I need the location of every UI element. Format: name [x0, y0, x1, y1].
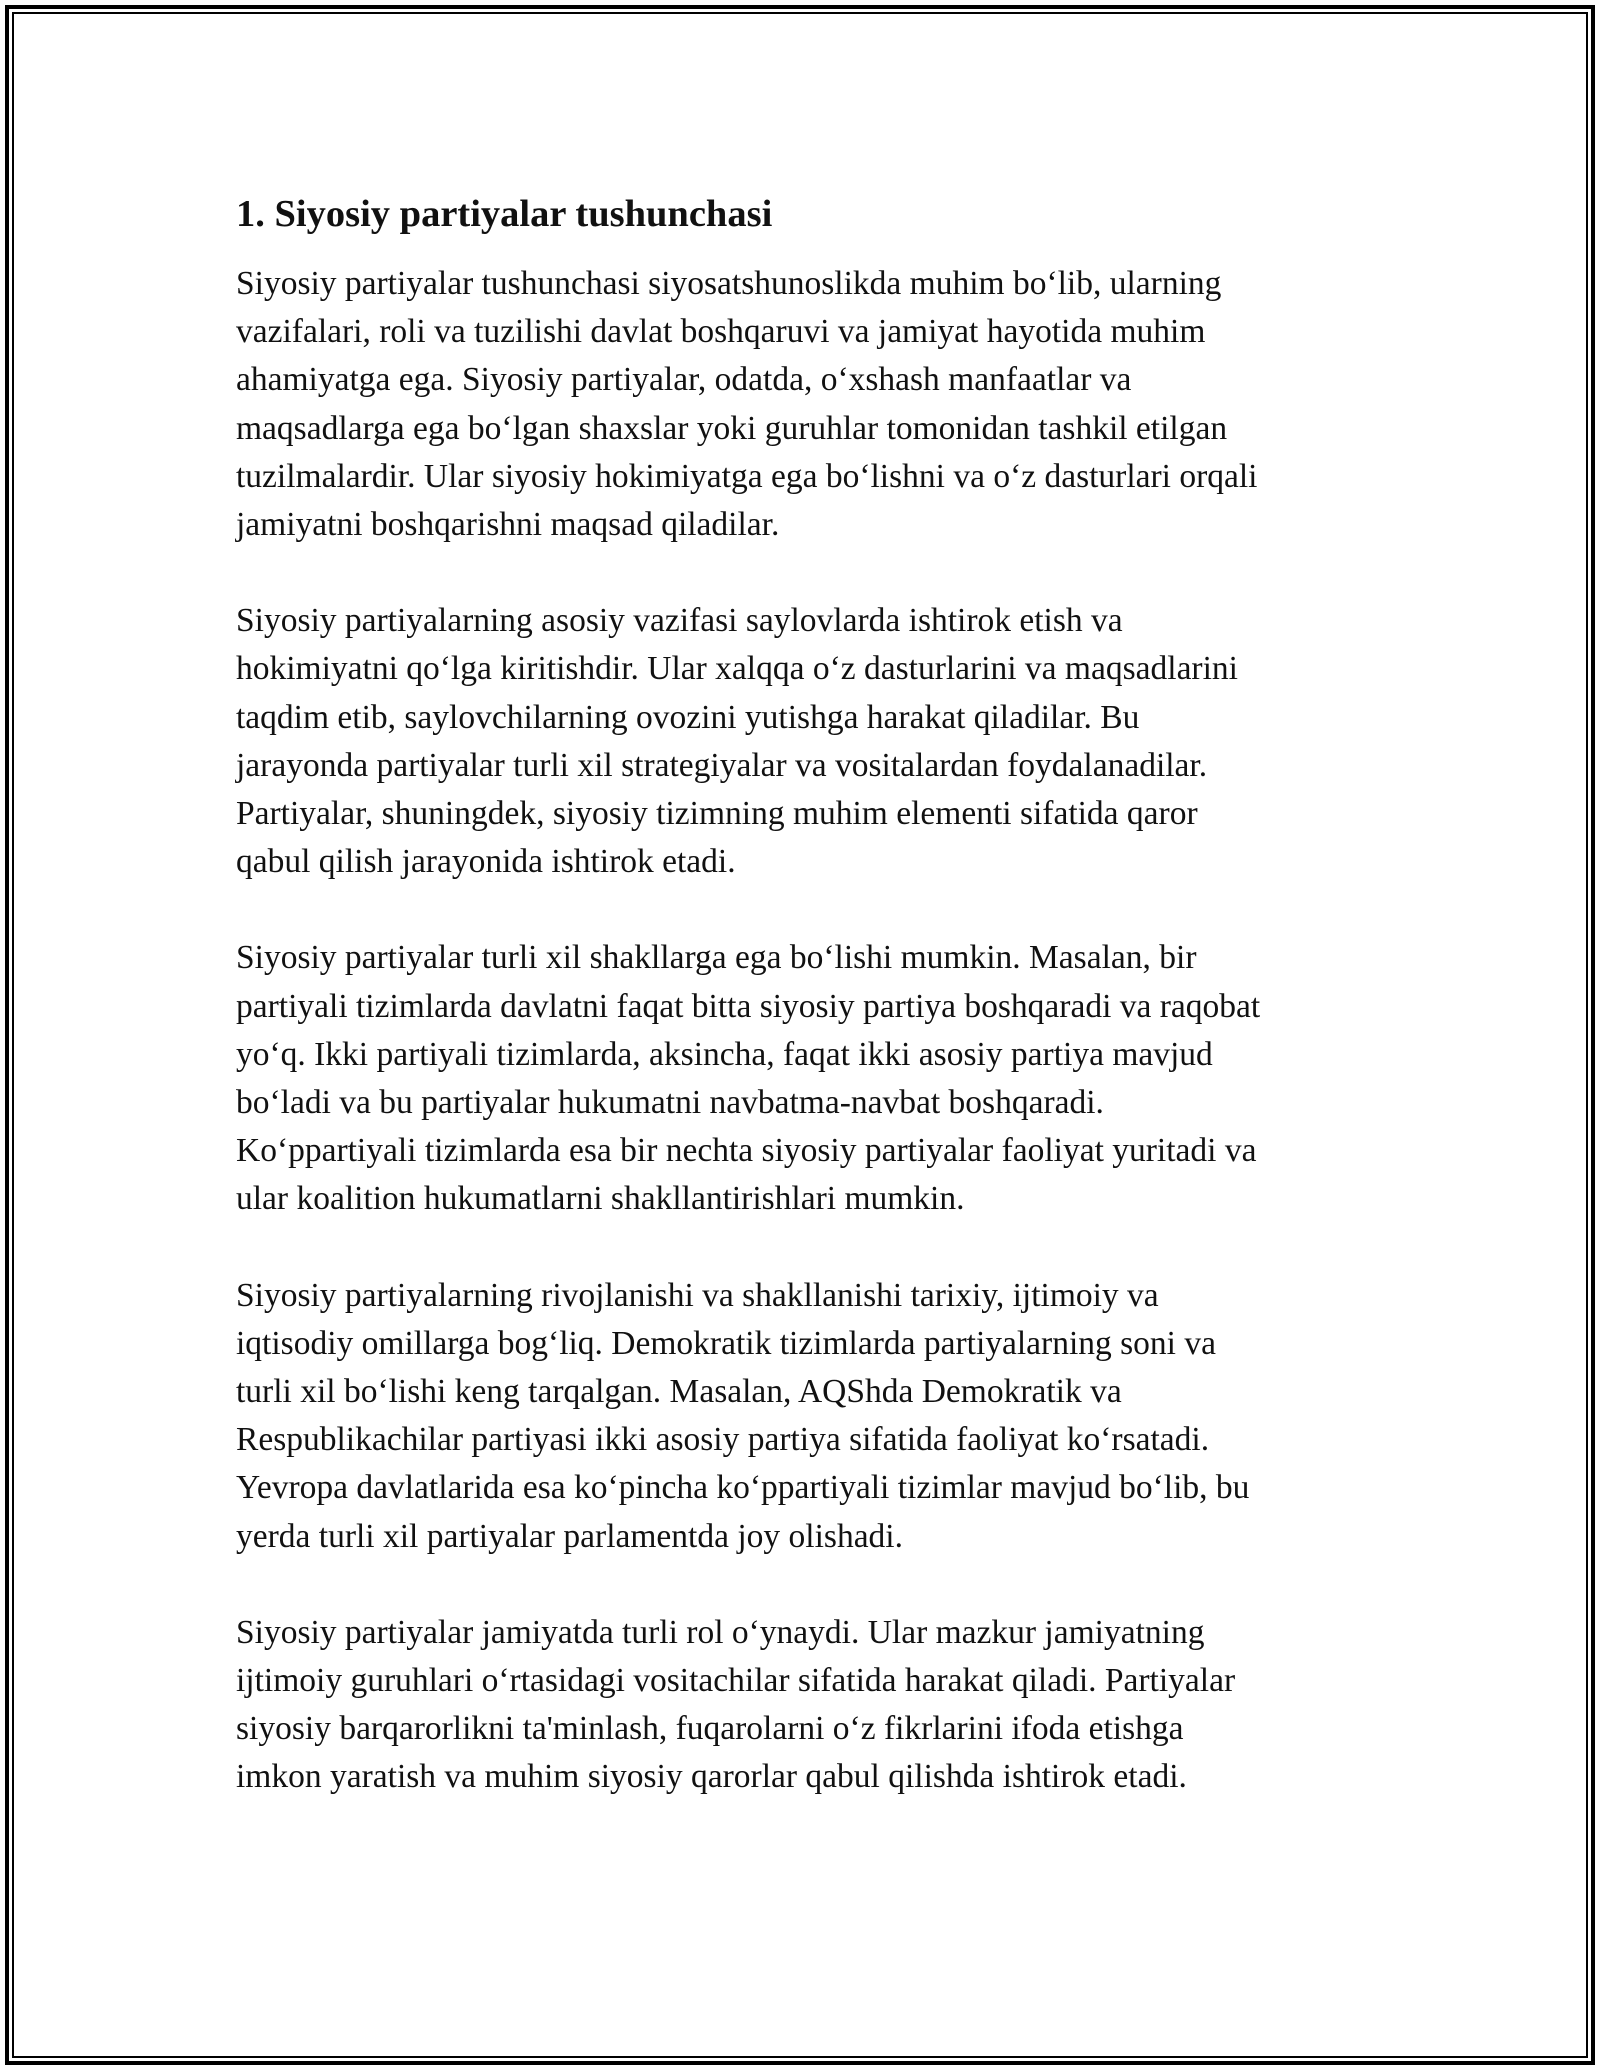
text-line: tuzilmalardir. Ular siyosiy hokimiyatga ega boʻlishni va oʻz dasturlari orqali: [236, 457, 1258, 495]
text-line: iqtisodiy omillarga bogʻliq. Demokratik tizimlarda partiyalarning soni va: [236, 1324, 1216, 1362]
text-line: yerda turli xil partiyalar parlamentda joy olishadi.: [236, 1517, 903, 1555]
text-line: Siyosiy partiyalar jamiyatda turli rol oʻynaydi. Ular mazkur jamiyatning: [236, 1613, 1205, 1651]
text-line: hokimiyatni qoʻlga kiritishdir. Ular xalqqa oʻz dasturlarini va maqsadlarini: [236, 650, 1238, 688]
text-line: jarayonda partiyalar turli xil strategiyalar va vositalardan foydalanadilar.: [236, 746, 1208, 784]
text-line: Siyosiy partiyalar turli xil shakllarga ega boʻlishi mumkin. Masalan, bir: [236, 939, 1197, 977]
text-line: ijtimoiy guruhlari oʻrtasidagi vositachilar sifatida harakat qiladi. Partiyalar: [236, 1662, 1236, 1700]
text-line: boʻladi va bu partiyalar hukumatni navbatma-navbat boshqaradi.: [236, 1084, 1104, 1122]
text-line: imkon yaratish va muhim siyosiy qarorlar qabul qilishda ishtirok etadi.: [236, 1758, 1187, 1796]
text-line: jamiyatni boshqarishni maqsad qiladilar.: [236, 506, 780, 544]
text-line: Siyosiy partiyalarning rivojlanishi va shakllanishi tarixiy, ijtimoiy va: [236, 1276, 1159, 1314]
text-line: siyosiy barqarorlikni ta'minlash, fuqarolarni oʻz fikrlarini ifoda etishga: [236, 1710, 1184, 1748]
paragraph-5: [236, 1609, 1356, 1802]
paragraph-4: [236, 1272, 1356, 1561]
section-title: 1. Siyosiy partiyalar tushunchasi: [236, 193, 773, 235]
text-line: Respublikachilar partiyasi ikki asosiy partiya sifatida faoliyat koʻrsatadi.: [236, 1421, 1210, 1459]
text-line: Partiyalar, shuningdek, siyosiy tizimning muhim elementi sifatida qaror: [236, 795, 1198, 833]
paragraph-1: [236, 260, 1356, 549]
text-line: qabul qilish jarayonida ishtirok etadi.: [236, 843, 736, 881]
text-line: Yevropa davlatlarida esa koʻpincha koʻppartiyali tizimlar mavjud boʻlib, bu: [236, 1469, 1250, 1507]
text-line: ahamiyatga ega. Siyosiy partiyalar, odatda, oʻxshash manfaatlar va: [236, 361, 1132, 399]
text-line: yoʻq. Ikki partiyali tizimlarda, aksincha, faqat ikki asosiy partiya mavjud: [236, 1035, 1213, 1073]
text-line: taqdim etib, saylovchilarning ovozini yutishga harakat qiladilar. Bu: [236, 698, 1140, 736]
document-body: [236, 186, 1356, 1802]
text-line: ular koalition hukumatlarni shakllantirishlari mumkin.: [236, 1180, 965, 1218]
paragraph-2: [236, 597, 1356, 886]
paragraph-3: [236, 934, 1356, 1223]
text-line: Siyosiy partiyalarning asosiy vazifasi saylovlarda ishtirok etish va: [236, 602, 1123, 640]
text-line: Siyosiy partiyalar tushunchasi siyosatshunoslikda muhim boʻlib, ularning: [236, 265, 1222, 302]
text-line: Koʻppartiyali tizimlarda esa bir nechta siyosiy partiyalar faoliyat yuritadi va: [236, 1132, 1257, 1170]
text-line: turli xil boʻlishi keng tarqalgan. Masalan, AQShda Demokratik va: [236, 1373, 1122, 1411]
text-line: partiyali tizimlarda davlatni faqat bitta siyosiy partiya boshqaradi va raqobat: [236, 987, 1261, 1025]
text-line: maqsadlarga ega boʻlgan shaxslar yoki guruhlar tomonidan tashkil etilgan: [236, 409, 1228, 447]
text-line: vazifalari, roli va tuzilishi davlat boshqaruvi va jamiyat hayotida muhim: [236, 313, 1206, 351]
